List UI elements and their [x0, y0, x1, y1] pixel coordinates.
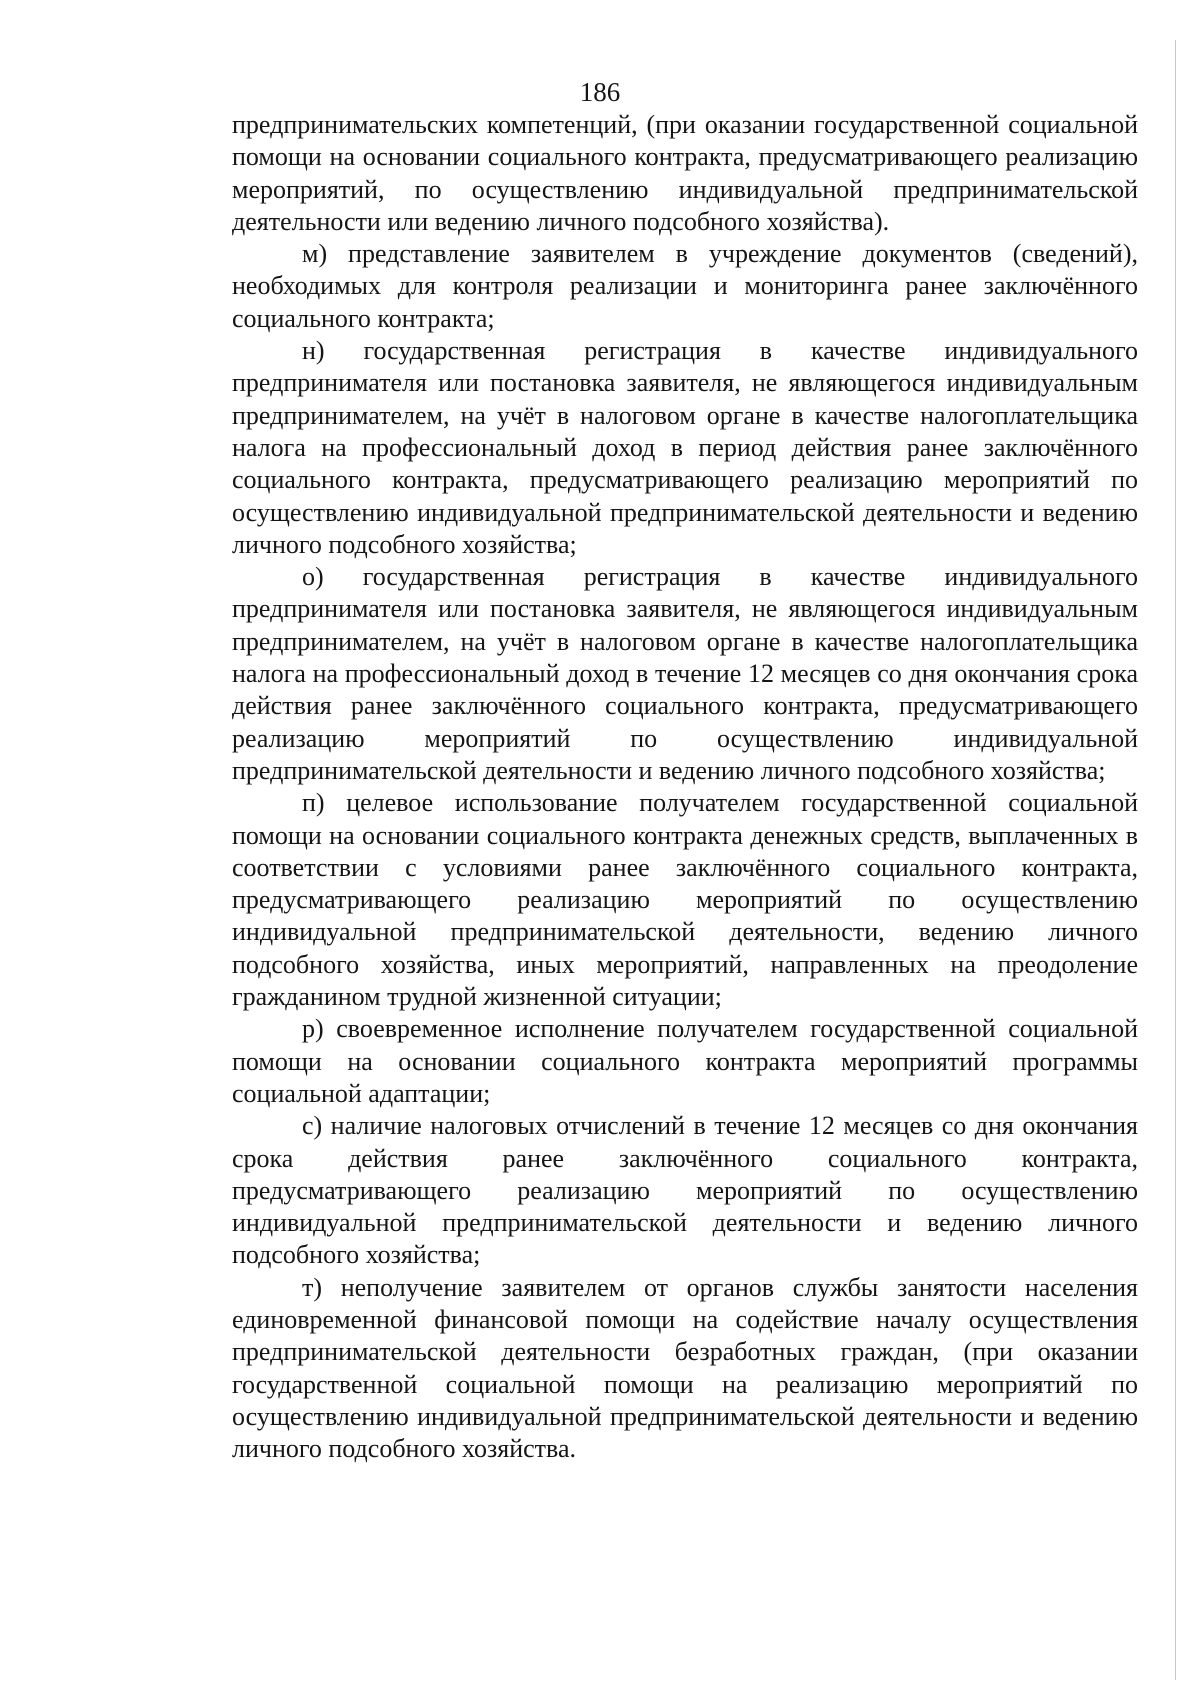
- paragraph-continuation: предпринимательских компетенций, (при оказании государственной социальной помощи на основании социального контракта, предусматривающего реализацию мероприятий, по осуществлению индивидуальной предпринимательской деятельности или ведению личного подсобного хозяйства).: [232, 110, 1138, 236]
- paragraph-item-t: т) неполучение заявителем от органов службы занятости населения единовременной финансовой помощи на содействие началу осуществления предпринимательской деятельности безработных граждан, (при оказании государственной социальной помощи на реализацию мероприятий по осуществлению индивидуальной предпринимательской деятельности и ведению личного подсобного хозяйства.: [232, 1272, 1138, 1464]
- paragraph-item-n: н) государственная регистрация в качестве индивидуального предпринимателя или постановка заявителя, не являющегося индивидуальным предпринимателем, на учёт в налоговом органе в качестве налогоплательщика налога на профессиональный доход в период действия ранее заключённого социального контракта, предусматривающего реализацию мероприятий по осуществлению индивидуальной предпринимательской деятельности и ведению личного подсобного хозяйства;: [232, 336, 1138, 559]
- paragraph-item-o: о) государственная регистрация в качестве индивидуального предпринимателя или постановка заявителя, не являющегося индивидуальным предпринимателем, на учёт в налоговом органе в качестве налогоплательщика налога на профессиональный доход в течение 12 месяцев со дня окончания срока действия ранее заключённого социального контракта, предусматривающего реализацию мероприятий по осуществлению индивидуальной предпринимательской деятельности и ведению личного подсобного хозяйства;: [232, 562, 1138, 785]
- paragraph-item-m: м) представление заявителем в учреждение документов (сведений), необходимых для контроля реализации и мониторинга ранее заключённого социального контракта;: [232, 239, 1138, 333]
- paragraph-item-s: с) наличие налоговых отчислений в течение 12 месяцев со дня окончания срока действия ранее заключённого социального контракта, предусматривающего реализацию мероприятий по осуществлению индивидуальной предпринимательской деятельности и ведению личного подсобного хозяйства;: [232, 1111, 1138, 1270]
- scan-edge-line: [1175, 40, 1176, 1680]
- paragraph-item-p: п) целевое использование получателем государственной социальной помощи на основании социального контракта денежных средств, выплаченных в соответствии с условиями ранее заключённого социального контракта, предусматривающего реализацию мероприятий по осуществлению индивидуальной предпринимательской деятельности, ведению личного подсобного хозяйства, иных мероприятий, направленных на преодоление гражданином трудной жизненной ситуации;: [232, 788, 1138, 1012]
- document-body: [232, 109, 1138, 1465]
- page-number: 186: [579, 77, 621, 107]
- paragraph-item-r: р) своевременное исполнение получателем государственной социальной помощи на основании социального контракта мероприятий программы социальной адаптации;: [232, 1014, 1138, 1108]
